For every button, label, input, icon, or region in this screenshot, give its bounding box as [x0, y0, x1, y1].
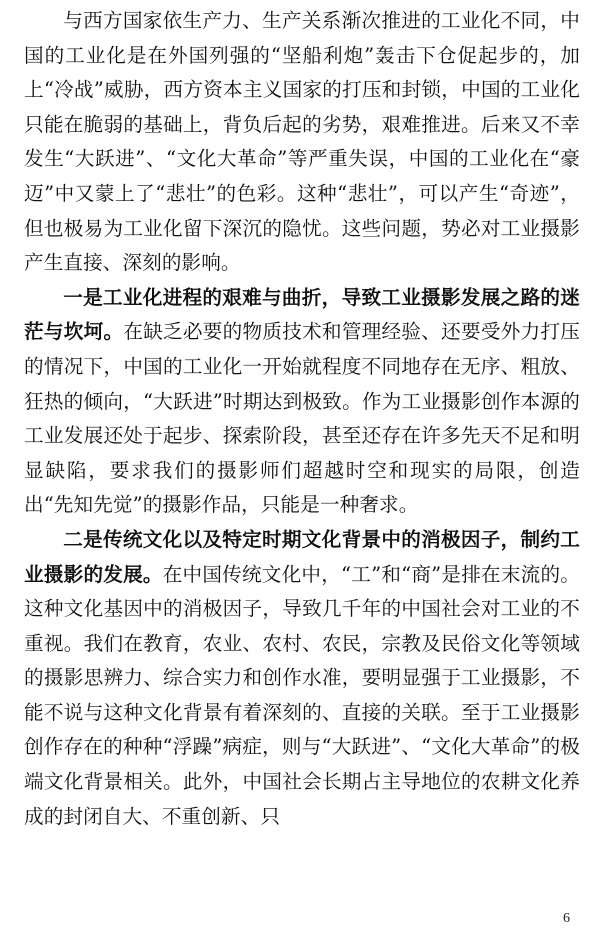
paragraph-1 — [24, 4, 580, 281]
paragraph-3 — [24, 523, 580, 834]
page-number: 6 — [563, 911, 570, 926]
paragraph-2-text: 在缺乏必要的物质技术和管理经验、还要受外力打压的情况下，中国的工业化一开始就程度不同地存在无序、粗放、狂热的倾向，“大跃进”时期达到极致。作为工业摄影创作本源的工业发展还处于起步、探索阶段，甚至还存在许多先天不足和明显缺陷，要求我们的摄影师们超越时空和现实的局限，创造出“先知先觉”的摄影作品，只能是一种奢求。 — [24, 320, 581, 517]
paragraph-3-text: 在中国传统文化中，“工”和“商”是排在末流的。这种文化基因中的消极因子，导致几千年的中国社会对工业的不重视。我们在教育，农业、农村、农民，宗教及民俗文化等领域的摄影思辨力、综合实力和创作水准，要明显强于工业摄影，不能不说与这种文化背景有着深刻的、直接的关联。至于工业摄影创作存在的种种“浮躁”病症，则与“大跃进”、“文化大革命”的极端文化背景相关。此外，中国社会长期占主导地位的农耕文化养成的封闭自大、不重创新、只 — [24, 562, 580, 828]
paragraph-2 — [24, 281, 580, 523]
paragraph-1-text: 与西方国家依生产力、生产关系渐次推进的工业化不同，中国的工业化是在外国列强的“坚船利炮”轰击下仓促起步的，加上“冷战”威胁，西方资本主义国家的打压和封锁，中国的工业化只能在脆弱的基础上，背负后起的劣势，艰难推进。后来又不幸发生“大跃进”、“文化大革命”等严重失误，中国的工业化在“豪迈”中又蒙上了“悲壮”的色彩。这种“悲壮”，可以产生“奇迹”，但也极易为工业化留下深沉的隐忧。这些问题，势必对工业摄影产生直接、深刻的影响。 — [24, 9, 580, 275]
paragraph-2-heading: 一是工业化进程的艰难与曲折，导致工业摄影发展之路的迷茫与坎坷。 — [24, 285, 580, 344]
document-page — [24, 4, 580, 834]
paragraph-3-heading: 二是传统文化以及特定时期文化背景中的消极因子，制约工业摄影的发展。 — [24, 527, 580, 586]
